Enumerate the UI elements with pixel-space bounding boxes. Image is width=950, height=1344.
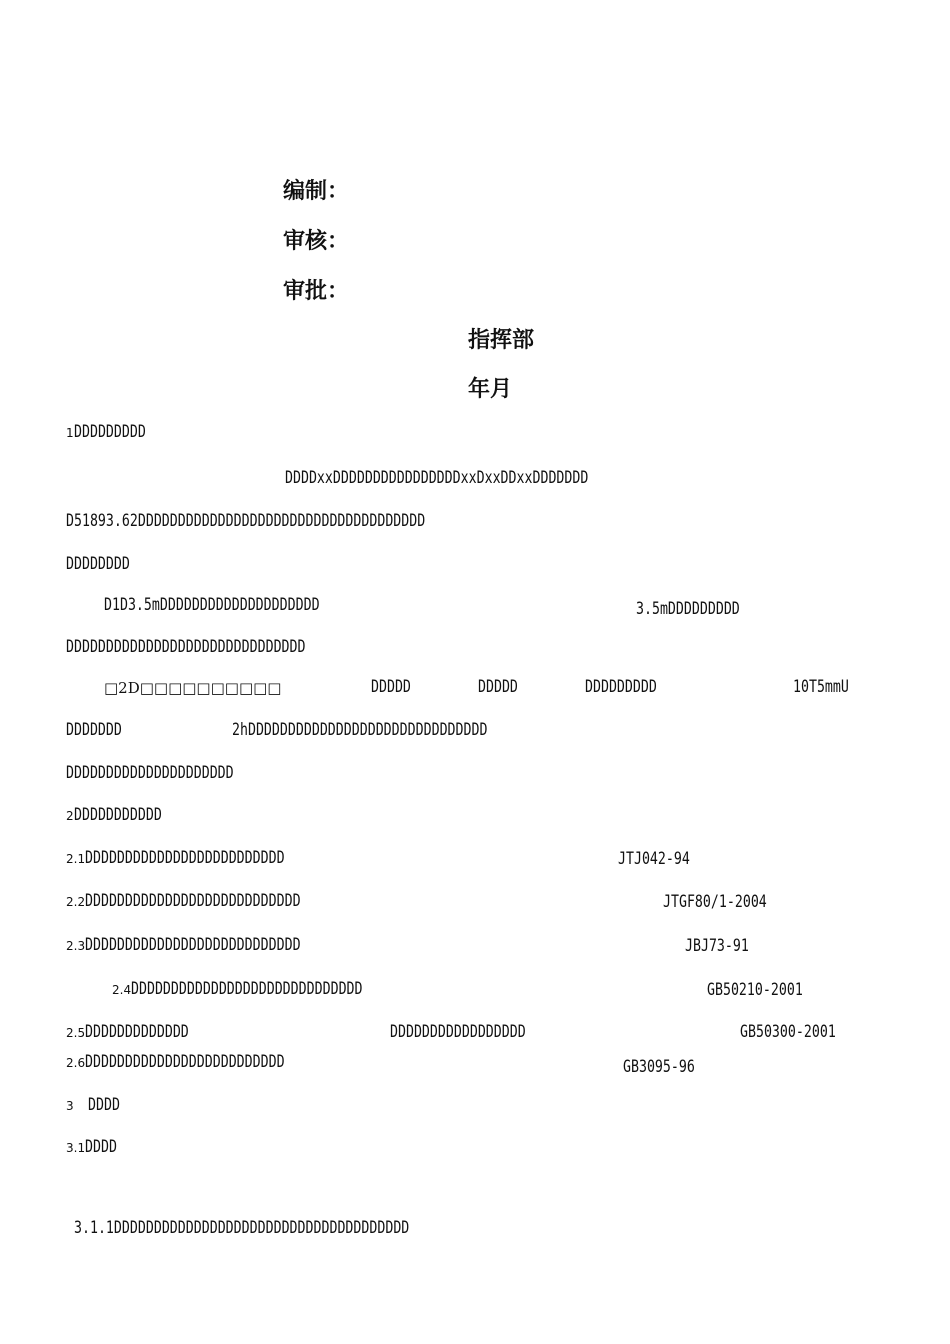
paragraph-fragment: DDDDD [371, 677, 411, 697]
item-text: DDDDDDDDDDDDDDDDDDDDDDDDD [85, 1052, 285, 1072]
list-item [112, 981, 428, 998]
list-item [66, 893, 361, 910]
item-text: DDDDDDDDDDDDDDDDDDDDDDDDDDD [85, 891, 301, 911]
paragraph-line: DDDDxxDDDDDDDDDDDDDDDDxxDxxDDxxDDDDDDD [285, 468, 589, 488]
paragraph-fragment: DDDDD [478, 677, 518, 697]
approve-label: 审批： [283, 279, 350, 304]
paragraph-fragment: 10T5mmU [793, 677, 849, 697]
standard-code: GB50300-2001 [740, 1022, 836, 1042]
section-3-number: 3 [66, 1099, 74, 1113]
item-text: DDDDDDDDDDDDDDDDDDDDDDDDD [85, 848, 285, 868]
section-2-title: DDDDDDDDDDD [73, 805, 162, 825]
paragraph-fragment: 3.5mDDDDDDDDD [636, 599, 740, 619]
list-item [66, 1024, 218, 1041]
item-text: DDDDDDDDDDDDDDDDDDDDDDDDDDD [85, 935, 301, 955]
paragraph-line: DDDDDDD [66, 720, 122, 740]
section-2-number: 2 [66, 809, 74, 823]
list-item [66, 850, 341, 867]
paragraph-line: DDDDDDDD [66, 554, 130, 574]
paragraph-line: D1D3.5mDDDDDDDDDDDDDDDDDDDD [104, 595, 320, 615]
paragraph-line: DDDDDDDDDDDDDDDDDDDDD [66, 763, 234, 783]
item-number: 2.5 [66, 1026, 86, 1040]
paragraph-fragment: DDDDDDDDD [585, 677, 657, 697]
standard-code: GB3095-96 [623, 1057, 695, 1077]
item-number: 2.1 [66, 852, 86, 866]
item-text: DDDDDDDDDDDDD [85, 1022, 189, 1042]
paragraph-line: □2D□□□□□□□□□□ [104, 679, 282, 697]
item-number: 2.6 [66, 1056, 86, 1070]
section-2-heading [66, 807, 186, 824]
section-1-title: DDDDDDDDD [73, 422, 146, 442]
list-item [66, 937, 361, 954]
subsection-title: DDDD [85, 1137, 118, 1157]
paragraph-line: D51893.62DDDDDDDDDDDDDDDDDDDDDDDDDDDDDDDDDDDD [66, 511, 426, 531]
item-number: 2.3 [66, 939, 86, 953]
review-label: 审核： [283, 229, 350, 254]
standard-code: JBJ73-91 [685, 936, 749, 956]
section-3-title: DDDD [87, 1095, 120, 1115]
section-1-number: 1 [66, 426, 74, 440]
item-text: DDDDDDDDDDDDDDDDDDDDDDDDDDDDD [131, 979, 363, 999]
date-line: 年月 [468, 377, 513, 402]
section-1-heading [66, 424, 166, 441]
item-number: 2.2 [66, 895, 86, 909]
section-3-heading [66, 1097, 129, 1114]
paragraph-fragment: 2hDDDDDDDDDDDDDDDDDDDDDDDDDDDDDD [232, 720, 488, 740]
subsection-3-1-1-line: 3.1.1DDDDDDDDDDDDDDDDDDDDDDDDDDDDDDDDDDDDD [74, 1218, 410, 1238]
compile-label: 编制： [283, 179, 350, 204]
item-number: 2.4 [112, 983, 132, 997]
paragraph-line: DDDDDDDDDDDDDDDDDDDDDDDDDDDDDD [66, 637, 306, 657]
org-name: 指挥部 [468, 328, 535, 353]
standard-code: GB50210-2001 [707, 980, 803, 1000]
list-item [66, 1054, 341, 1071]
standard-code: JTJ042-94 [618, 849, 690, 869]
paragraph-fragment: DDDDDDDDDDDDDDDDD [390, 1022, 526, 1042]
standard-code: JTGF80/1-2004 [663, 892, 767, 912]
subsection-3-1-heading [66, 1139, 126, 1156]
subsection-number: 3.1 [66, 1141, 86, 1155]
